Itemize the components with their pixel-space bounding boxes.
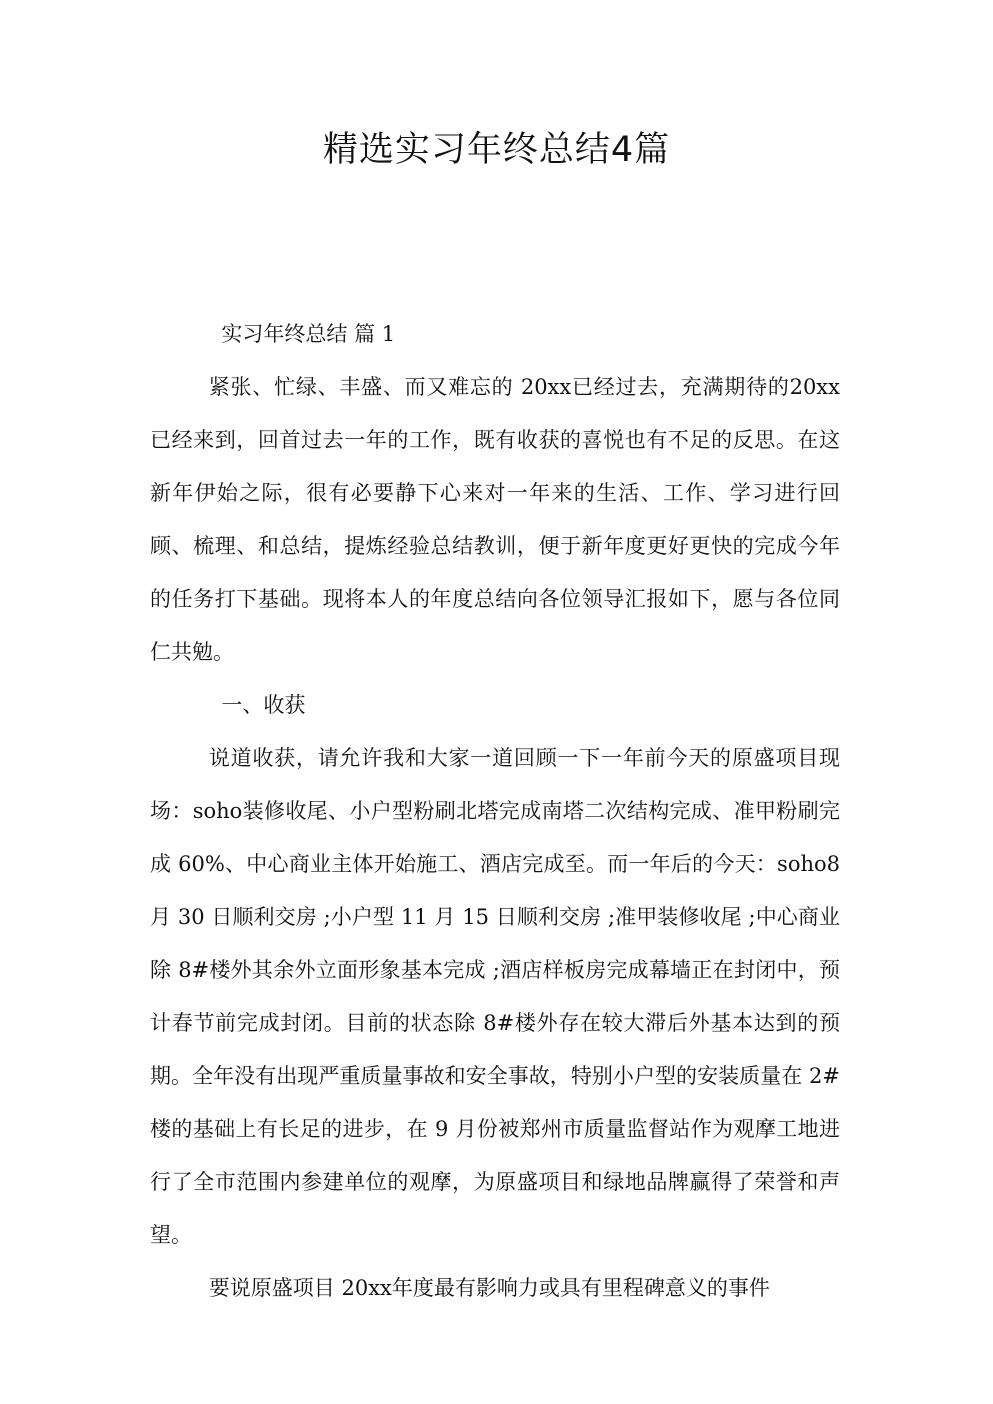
document-title: 精选实习年终总结4篇 — [322, 130, 671, 170]
paragraph-harvest: 说道收获，请允许我和大家一道回顾一下一年前今天的原盛项目现场：soho装修收尾、小户型粉刷北塔完成南塔二次结构完成、准甲粉刷完成 60%、中心商业主体开始施工、酒店完成至。而一年后的今天：soho8 月 30 日顺利交房 ;小户型 11 月 15 日顺利交房 ;准甲装修收尾 ;中心商业除 8#楼外其余外立面形象基本完成 ;酒店样板房完成幕墙正在封闭中，预计春节前完成封闭。目前的状态除 8#楼外存在较大滞后外基本达到的预期。全年没有出现严重质量事故和安全事故，特别小户型的安装质量在 2#楼的基础上有长足的进步，在 9 月份被郑州市质量监督站作为观摩工地进行了全市范围内参建单位的观摩，为原盛项目和绿地品牌赢得了荣誉和声望。 — [150, 746, 840, 1247]
paragraph-milestone: 要说原盛项目 20xx年度最有影响力或具有里程碑意义的事件 — [208, 1276, 770, 1300]
paragraph-intro: 紧张、忙绿、丰盛、而又难忘的 20xx已经过去，充满期待的20xx已经来到，回首过去一年的工作，既有收获的喜悦也有不足的反思。在这新年伊始之际，很有必要静下心来对一年来的生活、工作、学习进行回顾、梳理、和总结，提炼经验总结教训，便于新年度更好更快的完成今年的任务打下基础。现将本人的年度总结向各位领导汇报如下，愿与各位同仁共勉。 — [150, 375, 840, 664]
section-heading: 实习年终总结 篇 1 — [221, 322, 396, 346]
subheading-harvest: 一、收获 — [221, 693, 306, 717]
document-body — [150, 308, 840, 1315]
